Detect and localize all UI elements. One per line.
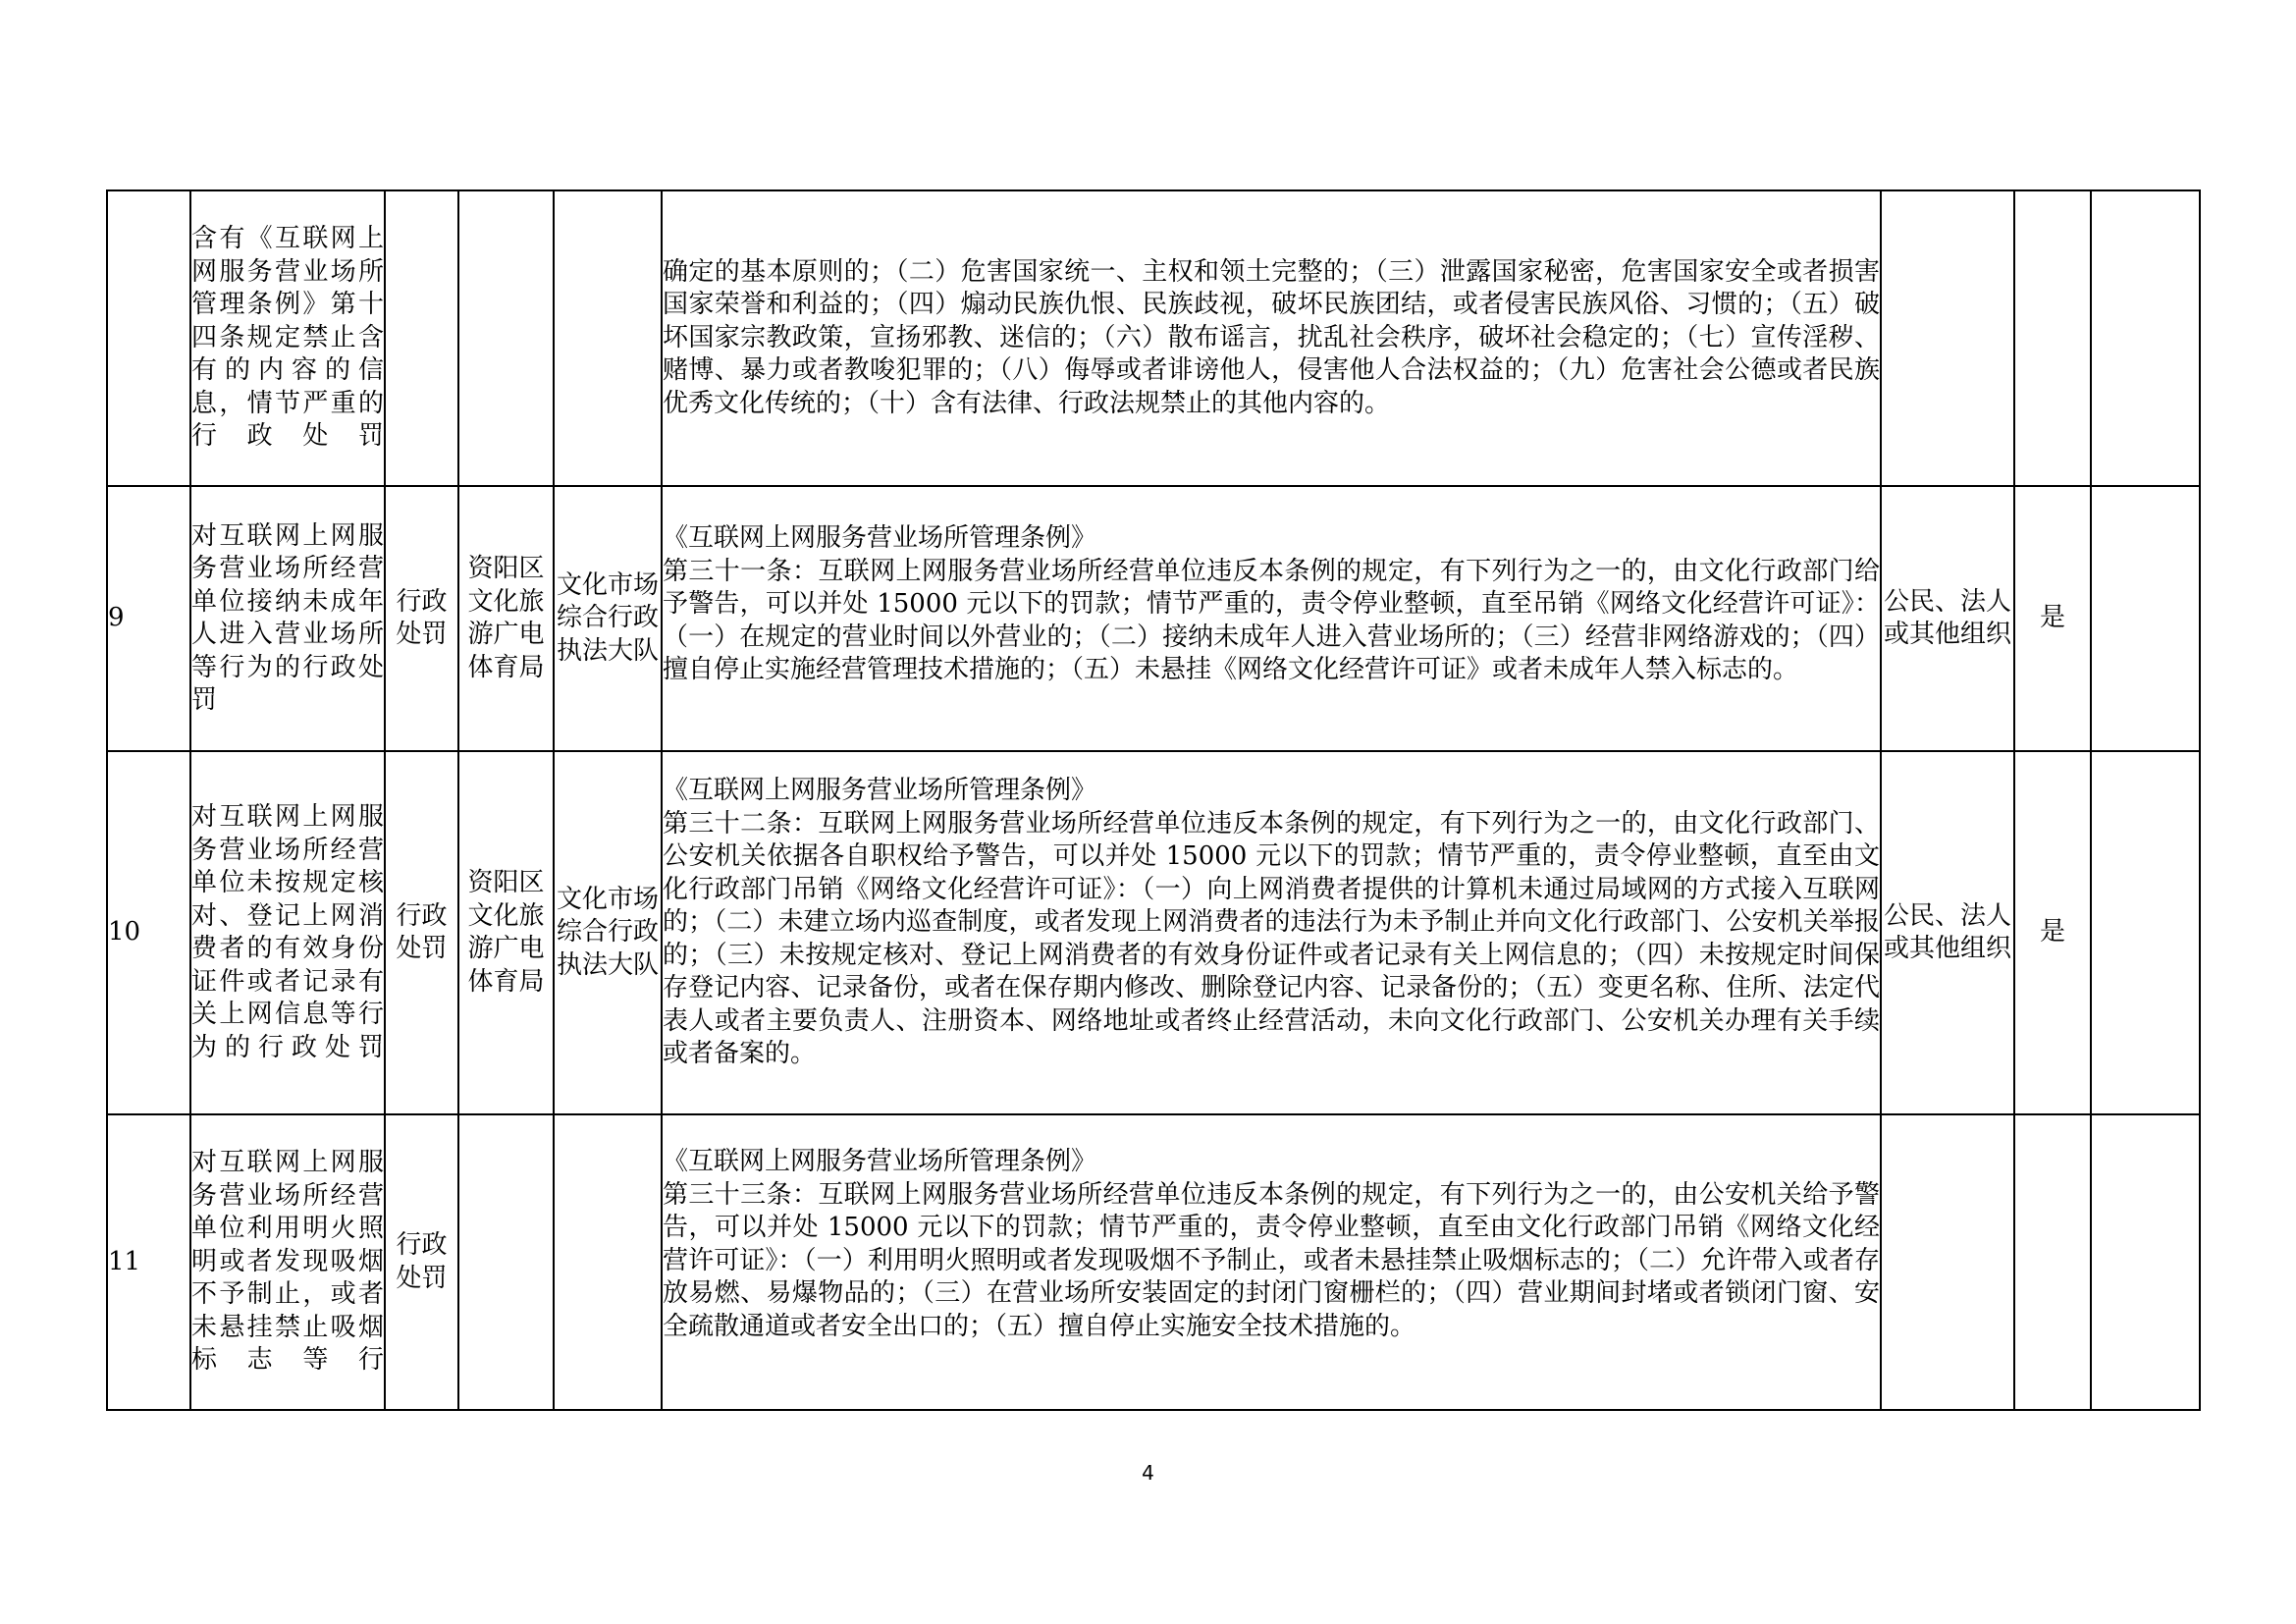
item-subject <box>1881 190 2014 486</box>
item-executor: 文化市场综合行政执法大队 <box>554 486 662 751</box>
table-row <box>107 486 2200 751</box>
item-extra <box>2091 751 2200 1114</box>
page-number: 4 <box>1142 1461 1154 1485</box>
row-number <box>107 190 190 486</box>
item-extra <box>2091 486 2200 751</box>
item-category <box>385 190 458 486</box>
row-number: 11 <box>107 1114 190 1410</box>
item-subject <box>1881 1114 2014 1410</box>
penalty-table <box>106 189 2201 1411</box>
item-category: 行政处罚 <box>385 486 458 751</box>
item-extra <box>2091 1114 2200 1410</box>
item-name: 对互联网上网服务营业场所经营单位接纳未成年人进入营业场所等行为的行政处罚 <box>190 486 385 751</box>
item-subject: 公民、法人或其他组织 <box>1881 751 2014 1114</box>
item-name: 对互联网上网服务营业场所经营单位利用明火照明或者发现吸烟不予制止，或者未悬挂禁止吸烟标志等行 <box>190 1114 385 1410</box>
item-category: 行政处罚 <box>385 1114 458 1410</box>
item-department: 资阳区文化旅游广电体育局 <box>458 751 554 1114</box>
item-flag <box>2014 190 2091 486</box>
item-basis: 确定的基本原则的；（二）危害国家统一、主权和领土完整的；（三）泄露国家秘密，危害国家安全或者损害国家荣誉和利益的；（四）煽动民族仇恨、民族歧视，破坏民族团结，或者侵害民族风俗、习惯的；（五）破坏国家宗教政策，宣扬邪教、迷信的；（六）散布谣言，扰乱社会秩序，破坏社会稳定的；（七）宣传淫秽、赌博、暴力或者教唆犯罪的；（八）侮辱或者诽谤他人，侵害他人合法权益的；（九）危害社会公德或者民族优秀文化传统的；（十）含有法律、行政法规禁止的其他内容的。 <box>662 190 1881 486</box>
table-row <box>107 190 2200 486</box>
item-subject: 公民、法人或其他组织 <box>1881 486 2014 751</box>
item-category: 行政处罚 <box>385 751 458 1114</box>
item-flag: 是 <box>2014 751 2091 1114</box>
row-number: 9 <box>107 486 190 751</box>
item-flag: 是 <box>2014 486 2091 751</box>
row-number: 10 <box>107 751 190 1114</box>
item-department <box>458 190 554 486</box>
item-name: 对互联网上网服务营业场所经营单位未按规定核对、登记上网消费者的有效身份证件或者记录有关上网信息等行为的行政处罚 <box>190 751 385 1114</box>
item-executor <box>554 190 662 486</box>
item-basis: 《互联网上网服务营业场所管理条例》 第三十一条：互联网上网服务营业场所经营单位违反本条例的规定，有下列行为之一的，由文化行政部门给予警告，可以并处 15000 元以下的罚款；情节严重的，责令停业整顿，直至吊销《网络文化经营许可证》：（一）在规定的营业时间以外营业的；（二）接纳未成年人进入营业场所的；（三）经营非网络游戏的；（四）擅自停止实施经营管理技术措施的；（五）未悬挂《网络文化经营许可证》或者未成年人禁入标志的。 <box>662 486 1881 751</box>
item-basis: 《互联网上网服务营业场所管理条例》 第三十二条：互联网上网服务营业场所经营单位违反本条例的规定，有下列行为之一的，由文化行政部门、公安机关依据各自职权给予警告，可以并处 15000 元以下的罚款；情节严重的，责令停业整顿，直至由文化行政部门吊销《网络文化经营许可证》：（一）向上网消费者提供的计算机未通过局域网的方式接入互联网的；（二）未建立场内巡查制度，或者发现上网消费者的违法行为未予制止并向文化行政部门、公安机关举报的；（三）未按规定核对、登记上网消费者的有效身份证件或者记录有关上网信息的；（四）未按规定时间保存登记内容、记录备份，或者在保存期内修改、删除登记内容、记录备份的；（五）变更名称、住所、法定代表人或者主要负责人、注册资本、网络地址或者终止经营活动，未向文化行政部门、公安机关办理有关手续或者备案的。 <box>662 751 1881 1114</box>
item-name: 含有《互联网上网服务营业场所管理条例》第十四条规定禁止含有的内容的信息，情节严重的行政处罚 <box>190 190 385 486</box>
item-extra <box>2091 190 2200 486</box>
item-basis: 《互联网上网服务营业场所管理条例》 第三十三条：互联网上网服务营业场所经营单位违反本条例的规定，有下列行为之一的，由公安机关给予警告，可以并处 15000 元以下的罚款；情节严重的，责令停业整顿，直至由文化行政部门吊销《网络文化经营许可证》：（一）利用明火照明或者发现吸烟不予制止，或者未悬挂禁止吸烟标志的；（二）允许带入或者存放易燃、易爆物品的；（三）在营业场所安装固定的封闭门窗栅栏的；（四）营业期间封堵或者锁闭门窗、安全疏散通道或者安全出口的；（五）擅自停止实施安全技术措施的。 <box>662 1114 1881 1410</box>
item-department: 资阳区文化旅游广电体育局 <box>458 486 554 751</box>
item-executor <box>554 1114 662 1410</box>
item-department <box>458 1114 554 1410</box>
item-flag <box>2014 1114 2091 1410</box>
table-row <box>107 751 2200 1114</box>
table-row <box>107 1114 2200 1410</box>
item-executor: 文化市场综合行政执法大队 <box>554 751 662 1114</box>
table-body <box>107 190 2200 1410</box>
